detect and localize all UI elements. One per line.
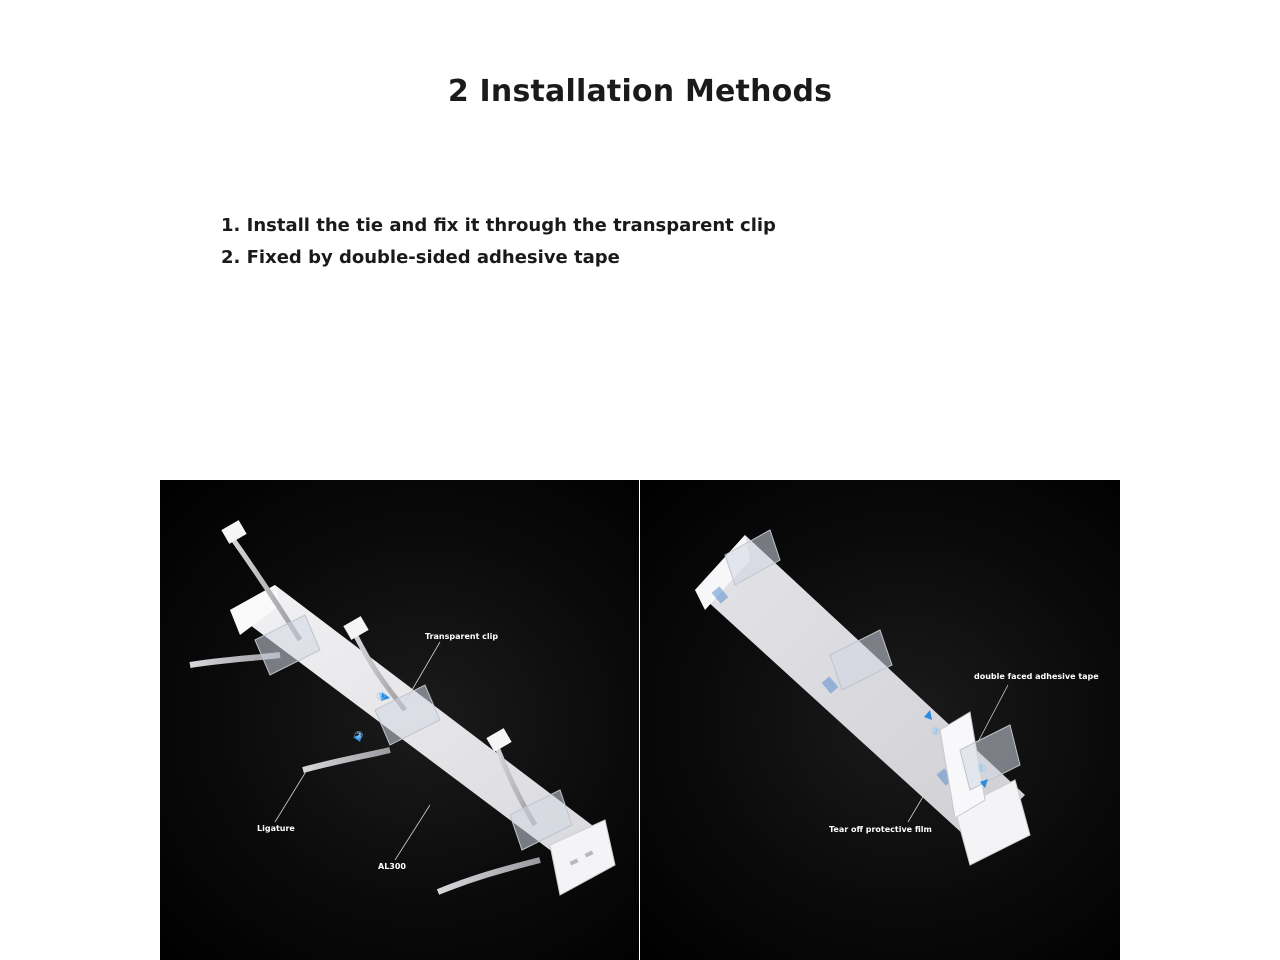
- transparent-clips: [255, 615, 572, 850]
- method-item-tape: 2. Fixed by double-sided adhesive tape: [221, 247, 620, 268]
- method-item-tie: 1. Install the tie and fix it through the transparent clip: [221, 215, 776, 236]
- installation-methods-list: [221, 210, 776, 274]
- photo-tie-installation: [160, 480, 639, 960]
- tie-installation-illustration: [160, 480, 639, 960]
- label-ligature: Ligature: [257, 824, 295, 833]
- label-double-faced-adhesive-tape: double faced adhesive tape: [974, 672, 1099, 681]
- label-tear-off-protective-film: Tear off protective film: [829, 825, 932, 834]
- led-strip-back-side: [695, 535, 1030, 865]
- page-title: 2 Installation Methods: [447, 74, 833, 109]
- tape-installation-illustration: [640, 480, 1120, 960]
- step-marker-1: ①: [977, 762, 987, 775]
- step-marker-2: ②: [931, 725, 941, 738]
- label-al300: AL300: [378, 862, 406, 871]
- label-transparent-clip: Transparent clip: [425, 632, 499, 641]
- step-marker-1: ①: [376, 690, 386, 703]
- step-marker-2: ②: [354, 729, 364, 742]
- photo-tape-installation: [640, 480, 1120, 960]
